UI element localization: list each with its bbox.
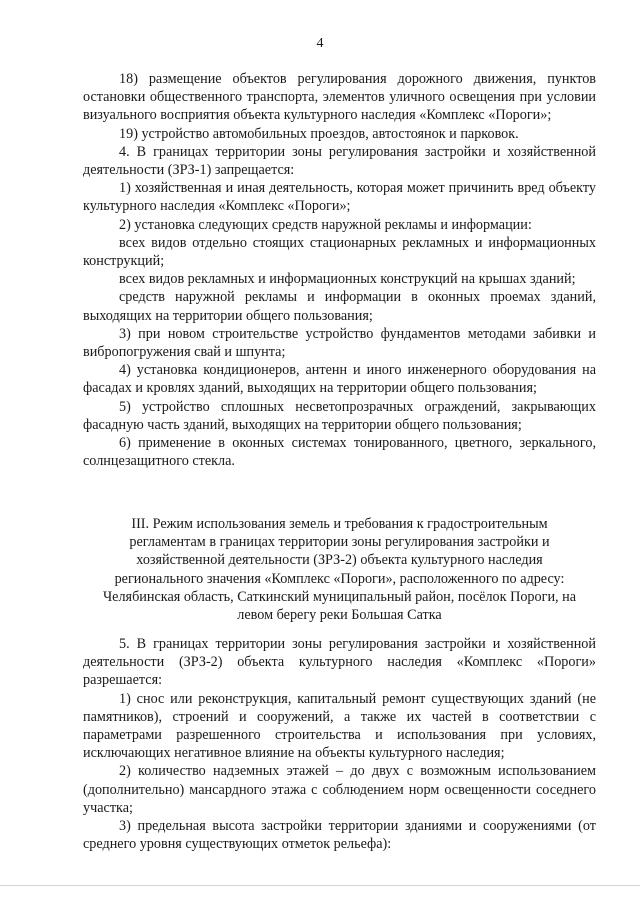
paragraph-clause-4-item-3: 3) при новом строительстве устройство фундаментов методами забивки и вибропогружения свай и шпунта; xyxy=(83,325,596,361)
paragraph-ad-types-1: всех видов отдельно стоящих стационарных рекламных и информационных конструкций; xyxy=(83,234,596,270)
paragraph-clause-4-item-2: 2) установка следующих средств наружной рекламы и информации: xyxy=(119,216,532,233)
paragraph-clause-5: 5. В границах территории зоны регулирования застройки и хозяйственной деятельности (ЗРЗ-2) объекта культурного наследия «Комплекс «Пороги» разрешается: xyxy=(83,636,596,689)
paragraph-clause-4-item-5: 5) устройство сплошных несветопрозрачных ограждений, закрывающих фасадную часть зданий, выходящих на территории общего пользования; xyxy=(83,398,596,433)
paragraph-ad-types-3: средств наружной рекламы и информации в оконных проемах зданий, выходящих на территории общего пользования; xyxy=(83,289,596,324)
section-heading-line: регионального значения «Комплекс «Пороги», расположенного по адресу: xyxy=(114,570,565,587)
section-heading-line: регламентам в границах территории зоны регулирования застройки и xyxy=(129,534,550,551)
paragraph-clause-5-item-1: 1) снос или реконструкция, капитальный ремонт существующих зданий (не памятников), строений и сооружений, а также их частей в соответствии с параметрами разрешенного строительства и использования при условиях, исключающих негативное влияние на объекты культурного наследия; xyxy=(83,690,596,762)
paragraph-item-19: 19) устройство автомобильных проездов, автостоянок и парковок. xyxy=(119,125,519,142)
body-text-part-1 xyxy=(83,70,596,470)
section-heading-line: Челябинская область, Саткинский муниципальный район, посёлок Пороги, на xyxy=(102,588,577,605)
paragraph-item-18: 18) размещение объектов регулирования дорожного движения, пунктов остановки общественного транспорта, элементов уличного освещения при условии визуального восприятия объекта культурного наследия «Комплекс «Пороги»; xyxy=(83,71,596,124)
paragraph-ad-types-2: всех видов рекламных и информационных конструкций на крышах зданий; xyxy=(119,271,576,288)
section-heading-line: III. Режим использования земель и требования к градостроительным xyxy=(131,516,548,532)
section-heading-line: левом берегу реки Большая Сатка xyxy=(237,607,442,624)
paragraph-clause-4-item-1: 1) хозяйственная и иная деятельность, которая может причинить вред объекту культурного наследия «Комплекс «Пороги»; xyxy=(83,180,596,215)
paragraph-clause-5-item-3: 3) предельная высота застройки территории зданиями и сооружениями (от среднего уровня существующих отметок рельефа): xyxy=(83,818,596,853)
paragraph-clause-4-item-6: 6) применение в оконных системах тонированного, цветного, зеркального, солнцезащитного стекла. xyxy=(83,435,596,470)
section-heading-line: хозяйственной деятельности (ЗРЗ-2) объекта культурного наследия xyxy=(136,552,543,569)
paragraph-clause-4: 4. В границах территории зоны регулирования застройки и хозяйственной деятельности (ЗРЗ-1) запрещается: xyxy=(83,143,596,179)
paragraph-clause-4-item-4: 4) установка кондиционеров, антенн и иного инженерного оборудования на фасадах и кровлях зданий, выходящих на территории общего пользования; xyxy=(83,362,596,397)
section-heading xyxy=(83,515,596,624)
page-number: 4 xyxy=(316,36,324,51)
paragraph-clause-5-item-2: 2) количество надземных этажей – до двух с возможным использованием (дополнительно) мансардного этажа с соблюдением норм освещенности соседнего участка; xyxy=(83,763,596,816)
page-bottom-edge xyxy=(0,885,640,886)
body-text-part-2 xyxy=(83,635,596,853)
